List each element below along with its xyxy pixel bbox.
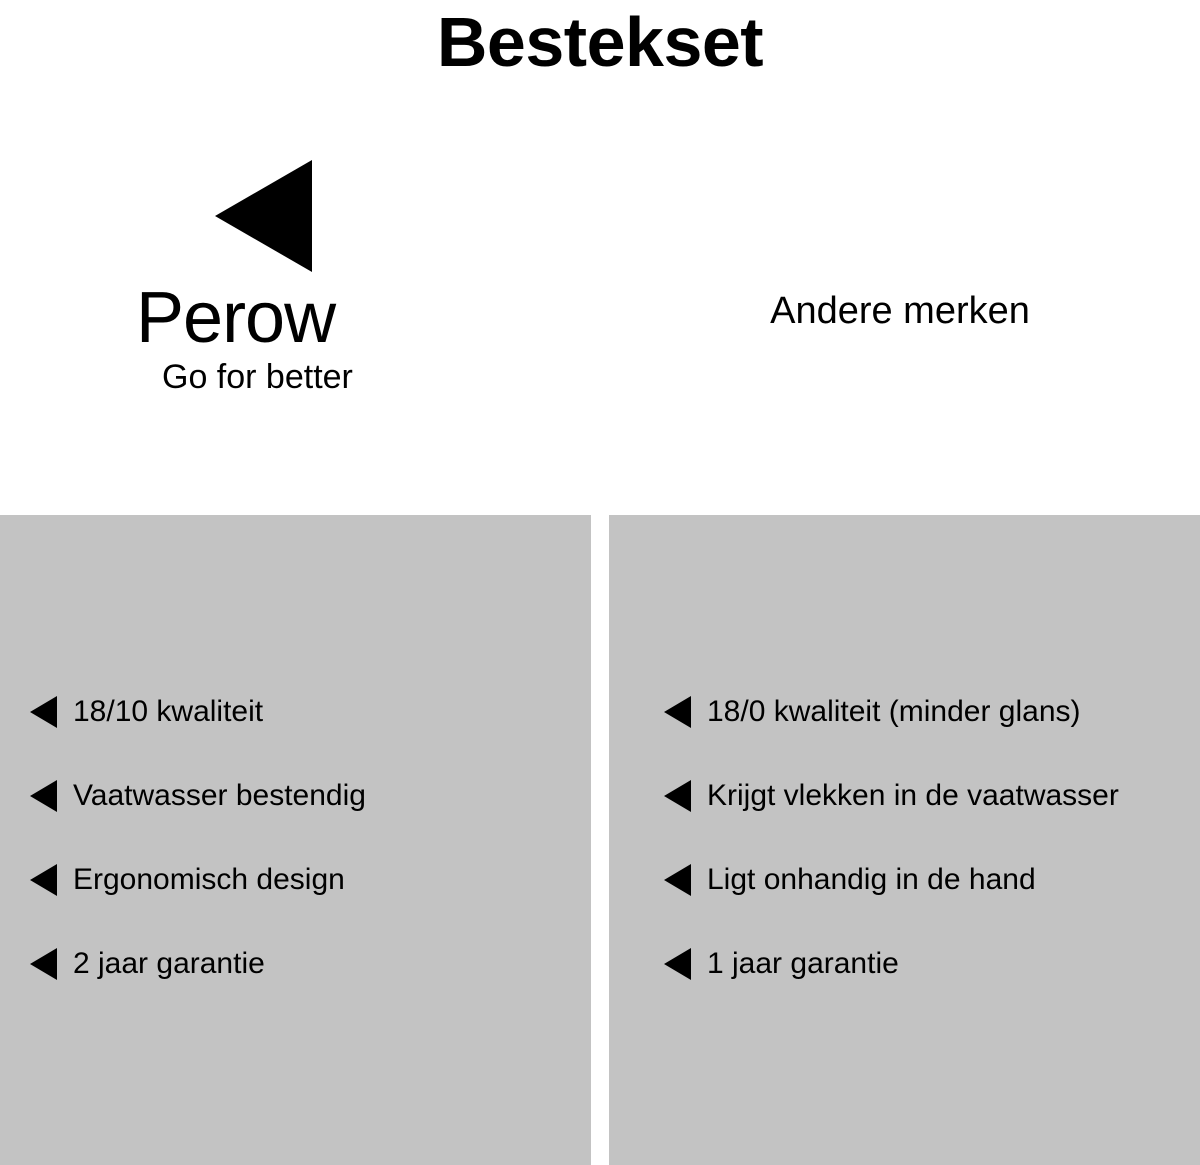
list-item (30, 922, 621, 1006)
left-triangle-icon (664, 948, 691, 980)
list-item (30, 670, 621, 754)
right-panel-other-brands (609, 515, 1200, 1165)
list-item-label: 18/10 kwaliteit (73, 695, 264, 728)
left-panel-perow (0, 515, 591, 1165)
list-item (30, 754, 621, 838)
list-item (664, 670, 1200, 754)
list-item-label: 1 jaar garantie (707, 947, 899, 980)
left-triangle-icon (30, 864, 57, 896)
list-item (30, 838, 621, 922)
comparison-panels (0, 515, 1200, 1165)
list-item-label: 18/0 kwaliteit (minder glans) (707, 695, 1081, 728)
left-panel-feature-list (0, 670, 621, 1006)
left-triangle-icon (30, 780, 57, 812)
left-triangle-icon (664, 864, 691, 896)
left-triangle-icon (30, 948, 57, 980)
list-item-label: Vaatwasser bestendig (73, 779, 366, 812)
left-triangle-icon (664, 696, 691, 728)
list-item-label: Ligt onhandig in de hand (707, 863, 1036, 896)
left-triangle-icon (664, 780, 691, 812)
list-item-label: Krijgt vlekken in de vaatwasser (707, 779, 1119, 812)
page-title: Bestekset (436, 3, 764, 81)
list-item (664, 922, 1200, 1006)
brand-tagline: Go for better (162, 358, 353, 396)
left-triangle-icon (215, 160, 312, 272)
brand-name: Perow (136, 278, 336, 358)
right-panel-feature-list (609, 670, 1200, 1006)
list-item-label: 2 jaar garantie (73, 947, 265, 980)
list-item (664, 754, 1200, 838)
left-triangle-icon (30, 696, 57, 728)
list-item (664, 838, 1200, 922)
list-item-label: Ergonomisch design (73, 863, 345, 896)
other-brands-heading: Andere merken (770, 290, 1030, 332)
brand-block (130, 160, 550, 397)
